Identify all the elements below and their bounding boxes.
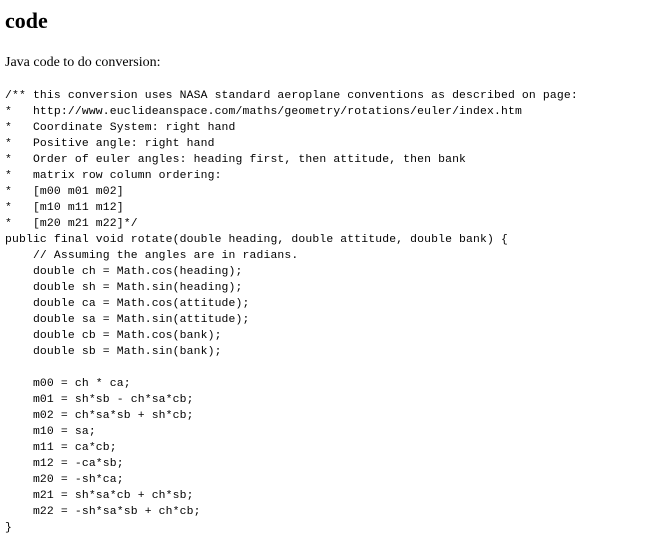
page-content — [5, 0, 661, 534]
code-line: double sa = Math.sin(attitude); — [5, 314, 250, 326]
code-line: } — [5, 522, 12, 534]
code-line: * [m00 m01 m02] — [5, 186, 124, 198]
code-line — [5, 360, 578, 376]
code-line: m21 = sh*sa*cb + ch*sb; — [5, 490, 194, 502]
code-line: * [m20 m21 m22]*/ — [5, 218, 138, 230]
code-line: * [m10 m11 m12] — [5, 202, 124, 214]
code-line: m11 = ca*cb; — [5, 442, 117, 454]
code-line: * matrix row column ordering: — [5, 170, 222, 182]
code-line: m12 = -ca*sb; — [5, 458, 124, 470]
code-line: double cb = Math.cos(bank); — [5, 330, 222, 342]
code-line: /** this conversion uses NASA standard aeroplane conventions as described on page: — [5, 90, 578, 102]
code-line: m22 = -sh*sa*sb + ch*cb; — [5, 506, 201, 518]
code-line: * Positive angle: right hand — [5, 138, 215, 150]
code-line: * Coordinate System: right hand — [5, 122, 236, 134]
code-line: // Assuming the angles are in radians. — [5, 250, 299, 262]
code-line: m02 = ch*sa*sb + sh*cb; — [5, 410, 194, 422]
intro-text: Java code to do conversion: — [5, 55, 161, 70]
code-line: * http://www.euclideanspace.com/maths/geometry/rotations/euler/index.htm — [5, 106, 522, 118]
code-line: m10 = sa; — [5, 426, 96, 438]
code-line: m20 = -sh*ca; — [5, 474, 124, 486]
code-line: double ch = Math.cos(heading); — [5, 266, 243, 278]
code-line: public final void rotate(double heading, double attitude, double bank) { — [5, 234, 508, 246]
section-heading: code — [5, 8, 48, 33]
code-line: double sh = Math.sin(heading); — [5, 282, 243, 294]
code-line: double sb = Math.sin(bank); — [5, 346, 222, 358]
code-line: double ca = Math.cos(attitude); — [5, 298, 250, 310]
code-block — [5, 88, 578, 536]
code-line: * Order of euler angles: heading first, then attitude, then bank — [5, 154, 467, 166]
code-line: m01 = sh*sb - ch*sa*cb; — [5, 394, 194, 406]
code-line: m00 = ch * ca; — [5, 378, 131, 390]
